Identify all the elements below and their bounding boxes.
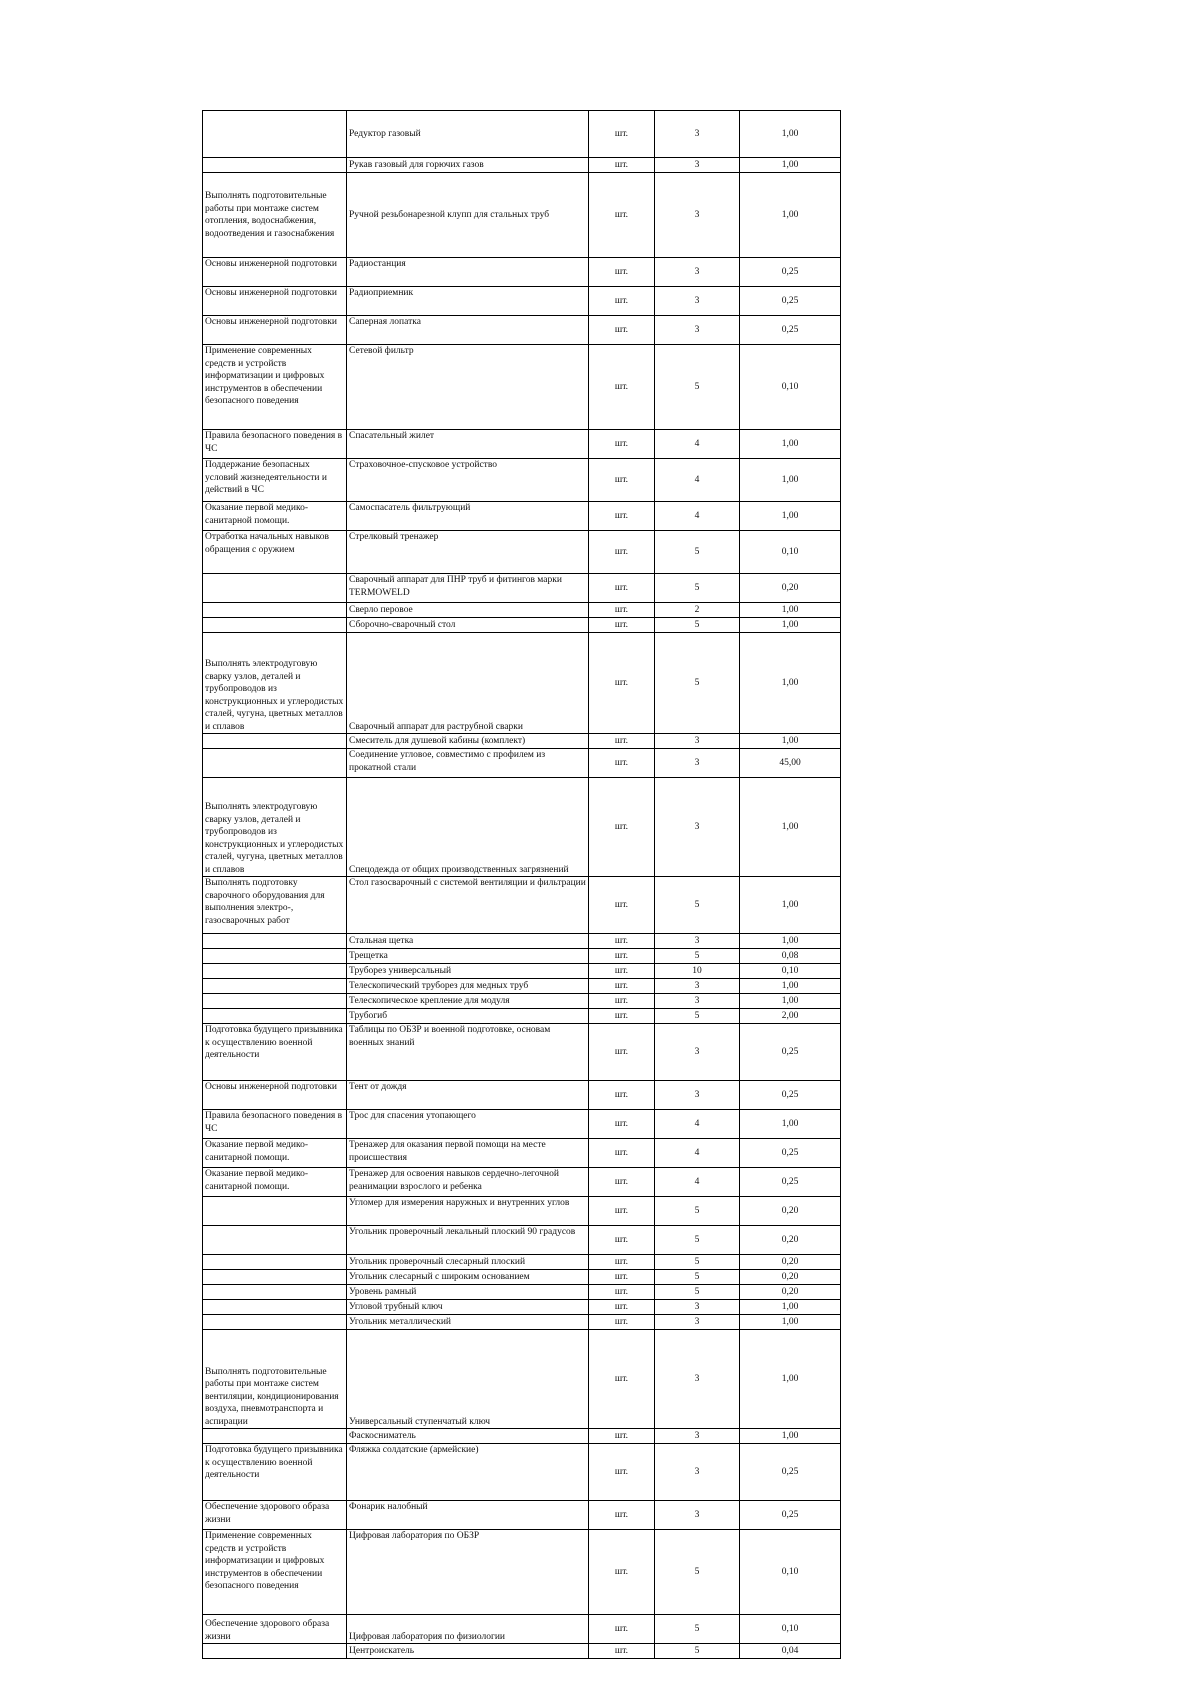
item-name-cell: Сварочный аппарат для ПНР труб и фитингов марки TERMOWELD [347,574,589,603]
activity-cell: Отработка начальных навыков обращения с оружием [203,531,347,574]
coefficient-cell: 1,00 [740,1429,841,1444]
coefficient-cell: 0,25 [740,1168,841,1197]
item-name-cell: Стрелковый тренажер [347,531,589,574]
unit-cell: шт. [589,287,655,316]
activity-cell [203,979,347,994]
unit-cell: шт. [589,1444,655,1501]
coefficient-cell: 1,00 [740,1110,841,1139]
activity-cell [203,1270,347,1285]
item-name-cell: Рукав газовый для горючих газов [347,158,589,173]
table-row [203,778,841,877]
quantity-cell: 5 [655,1615,740,1644]
item-name-cell: Трос для спасения утопающего [347,1110,589,1139]
table-row [203,1429,841,1444]
item-name-cell: Трубогиб [347,1009,589,1024]
quantity-cell: 5 [655,1285,740,1300]
quantity-cell: 4 [655,1168,740,1197]
coefficient-cell: 1,00 [740,459,841,502]
unit-cell: шт. [589,1081,655,1110]
unit-cell: шт. [589,949,655,964]
coefficient-cell: 1,00 [740,430,841,459]
quantity-cell: 2 [655,603,740,618]
coefficient-cell: 0,25 [740,258,841,287]
activity-cell: Оказание первой медико-санитарной помощи. [203,1139,347,1168]
activity-cell: Применение современных средств и устройств информатизации и цифровых инструментов в обеспечении безопасного поведения [203,345,347,430]
item-name-cell: Телескопический труборез для медных труб [347,979,589,994]
table-row [203,1330,841,1429]
coefficient-cell: 1,00 [740,618,841,633]
quantity-cell: 4 [655,459,740,502]
unit-cell: шт. [589,934,655,949]
unit-cell: шт. [589,1330,655,1429]
table-row [203,459,841,502]
coefficient-cell: 0,20 [740,1255,841,1270]
quantity-cell: 3 [655,934,740,949]
activity-cell [203,734,347,749]
table-row [203,877,841,934]
quantity-cell: 5 [655,1270,740,1285]
unit-cell: шт. [589,1226,655,1255]
unit-cell: шт. [589,994,655,1009]
item-name-cell: Угольник проверочный лекальный плоский 90 градусов [347,1226,589,1255]
unit-cell: шт. [589,430,655,459]
quantity-cell: 3 [655,1081,740,1110]
item-name-cell: Угломер для измерения наружных и внутренних углов [347,1197,589,1226]
unit-cell: шт. [589,345,655,430]
unit-cell: шт. [589,502,655,531]
coefficient-cell: 0,20 [740,1226,841,1255]
quantity-cell: 3 [655,1444,740,1501]
table-row [203,1081,841,1110]
activity-cell [203,1644,347,1659]
coefficient-cell: 0,10 [740,964,841,979]
quantity-cell: 3 [655,316,740,345]
item-name-cell: Ручной резьбонарезной клупп для стальных труб [347,173,589,258]
quantity-cell: 3 [655,158,740,173]
activity-cell [203,1226,347,1255]
unit-cell: шт. [589,158,655,173]
quantity-cell: 4 [655,502,740,531]
activity-cell [203,994,347,1009]
coefficient-cell: 1,00 [740,934,841,949]
item-name-cell: Тент от дождя [347,1081,589,1110]
equipment-table-body [203,111,841,1659]
item-name-cell: Цифровая лаборатория по физиологии [347,1615,589,1644]
quantity-cell: 3 [655,749,740,778]
activity-cell [203,749,347,778]
coefficient-cell: 1,00 [740,979,841,994]
unit-cell: шт. [589,1024,655,1081]
table-row [203,964,841,979]
coefficient-cell: 1,00 [740,111,841,158]
item-name-cell: Стол газосварочный с системой вентиляции и фильтрации [347,877,589,934]
table-row [203,979,841,994]
coefficient-cell: 0,10 [740,1530,841,1615]
activity-cell: Выполнять электродуговую сварку узлов, деталей и трубопроводов из конструкционных и углеродистых сталей, чугуна, цветных металлов и сплавов [203,633,347,734]
table-row [203,1168,841,1197]
activity-cell [203,618,347,633]
quantity-cell: 3 [655,994,740,1009]
quantity-cell: 5 [655,531,740,574]
coefficient-cell: 1,00 [740,778,841,877]
coefficient-cell: 0,04 [740,1644,841,1659]
quantity-cell: 3 [655,1315,740,1330]
quantity-cell: 3 [655,1300,740,1315]
activity-cell [203,1197,347,1226]
activity-cell: Выполнять электродуговую сварку узлов, деталей и трубопроводов из конструкционных и углеродистых сталей, чугуна, цветных металлов и сплавов [203,778,347,877]
unit-cell: шт. [589,734,655,749]
activity-cell [203,111,347,158]
quantity-cell: 5 [655,1009,740,1024]
activity-cell [203,1429,347,1444]
coefficient-cell: 0,20 [740,574,841,603]
unit-cell: шт. [589,173,655,258]
item-name-cell: Тренажер для оказания первой помощи на месте происшествия [347,1139,589,1168]
unit-cell: шт. [589,1197,655,1226]
quantity-cell: 5 [655,1197,740,1226]
table-row [203,574,841,603]
unit-cell: шт. [589,877,655,934]
table-row [203,258,841,287]
coefficient-cell: 0,10 [740,1615,841,1644]
item-name-cell: Трещетка [347,949,589,964]
activity-cell [203,1300,347,1315]
table-row [203,1270,841,1285]
quantity-cell: 3 [655,1429,740,1444]
table-row [203,287,841,316]
unit-cell: шт. [589,1644,655,1659]
activity-cell: Поддержание безопасных условий жизнедеятельности и действий в ЧС [203,459,347,502]
coefficient-cell: 1,00 [740,734,841,749]
table-row [203,1285,841,1300]
unit-cell: шт. [589,459,655,502]
unit-cell: шт. [589,1270,655,1285]
table-row [203,316,841,345]
table-row [203,1255,841,1270]
item-name-cell: Радиоприемник [347,287,589,316]
item-name-cell: Спецодежда от общих производственных загрязнений [347,778,589,877]
item-name-cell: Стальная щетка [347,934,589,949]
coefficient-cell: 0,08 [740,949,841,964]
activity-cell [203,574,347,603]
activity-cell: Обеспечение здорового образа жизни [203,1615,347,1644]
activity-cell: Подготовка будущего призывника к осуществлению военной деятельности [203,1444,347,1501]
unit-cell: шт. [589,778,655,877]
coefficient-cell: 0,25 [740,1081,841,1110]
activity-cell [203,1009,347,1024]
coefficient-cell: 0,20 [740,1270,841,1285]
table-row [203,531,841,574]
coefficient-cell: 1,00 [740,502,841,531]
activity-cell: Выполнять подготовительные работы при монтаже систем отопления, водоснабжения, водоотведения и газоснабжения [203,173,347,258]
unit-cell: шт. [589,1530,655,1615]
activity-cell [203,603,347,618]
item-name-cell: Таблицы по ОБЗР и военной подготовке, основам военных знаний [347,1024,589,1081]
unit-cell: шт. [589,964,655,979]
coefficient-cell: 45,00 [740,749,841,778]
item-name-cell: Угольник проверочный слесарный плоский [347,1255,589,1270]
quantity-cell: 5 [655,1530,740,1615]
item-name-cell: Универсальный ступенчатый ключ [347,1330,589,1429]
coefficient-cell: 2,00 [740,1009,841,1024]
item-name-cell: Сетевой фильтр [347,345,589,430]
item-name-cell: Тренажер для освоения навыков сердечно-легочной реанимации взрослого и ребенка [347,1168,589,1197]
table-row [203,633,841,734]
table-row [203,949,841,964]
unit-cell: шт. [589,1139,655,1168]
quantity-cell: 3 [655,1501,740,1530]
table-row [203,1300,841,1315]
unit-cell: шт. [589,618,655,633]
table-row [203,618,841,633]
item-name-cell: Сварочный аппарат для раструбной сварки [347,633,589,734]
coefficient-cell: 1,00 [740,877,841,934]
quantity-cell: 3 [655,258,740,287]
unit-cell: шт. [589,1255,655,1270]
quantity-cell: 3 [655,734,740,749]
coefficient-cell: 0,10 [740,531,841,574]
activity-cell: Обеспечение здорового образа жизни [203,1501,347,1530]
table-row [203,1009,841,1024]
activity-cell: Выполнять подготовку сварочного оборудования для выполнения электро-, газосварочных работ [203,877,347,934]
unit-cell: шт. [589,1501,655,1530]
item-name-cell: Смеситель для душевой кабины (комплект) [347,734,589,749]
unit-cell: шт. [589,1429,655,1444]
unit-cell: шт. [589,1300,655,1315]
equipment-table [202,110,841,1659]
coefficient-cell: 1,00 [740,633,841,734]
item-name-cell: Центроискатель [347,1644,589,1659]
coefficient-cell: 0,25 [740,1444,841,1501]
unit-cell: шт. [589,316,655,345]
quantity-cell: 5 [655,633,740,734]
item-name-cell: Сборочно-сварочный стол [347,618,589,633]
quantity-cell: 3 [655,1024,740,1081]
unit-cell: шт. [589,1009,655,1024]
activity-cell [203,1255,347,1270]
quantity-cell: 3 [655,111,740,158]
coefficient-cell: 1,00 [740,603,841,618]
quantity-cell: 5 [655,618,740,633]
activity-cell: Основы инженерной подготовки [203,258,347,287]
quantity-cell: 10 [655,964,740,979]
item-name-cell: Угловой трубный ключ [347,1300,589,1315]
table-row [203,1110,841,1139]
activity-cell [203,1315,347,1330]
quantity-cell: 5 [655,1226,740,1255]
coefficient-cell: 1,00 [740,1315,841,1330]
activity-cell: Основы инженерной подготовки [203,287,347,316]
table-row [203,1644,841,1659]
item-name-cell: Труборез универсальный [347,964,589,979]
item-name-cell: Соединение угловое, совместимо с профилем из прокатной стали [347,749,589,778]
quantity-cell: 5 [655,949,740,964]
coefficient-cell: 0,25 [740,1024,841,1081]
activity-cell: Оказание первой медико-санитарной помощи. [203,502,347,531]
quantity-cell: 5 [655,1255,740,1270]
unit-cell: шт. [589,633,655,734]
table-row [203,1139,841,1168]
item-name-cell: Телескопическое крепление для модуля [347,994,589,1009]
activity-cell [203,949,347,964]
quantity-cell: 4 [655,1110,740,1139]
unit-cell: шт. [589,574,655,603]
table-row [203,1444,841,1501]
item-name-cell: Фляжка солдатские (армейские) [347,1444,589,1501]
activity-cell: Основы инженерной подготовки [203,1081,347,1110]
table-row [203,158,841,173]
table-row [203,111,841,158]
table-row [203,603,841,618]
table-row [203,1530,841,1615]
quantity-cell: 5 [655,1644,740,1659]
table-row [203,1226,841,1255]
coefficient-cell: 0,25 [740,316,841,345]
activity-cell [203,934,347,949]
unit-cell: шт. [589,1110,655,1139]
unit-cell: шт. [589,749,655,778]
table-row [203,502,841,531]
item-name-cell: Редуктор газовый [347,111,589,158]
quantity-cell: 3 [655,778,740,877]
coefficient-cell: 1,00 [740,158,841,173]
unit-cell: шт. [589,1285,655,1300]
item-name-cell: Угольник металлический [347,1315,589,1330]
quantity-cell: 5 [655,345,740,430]
coefficient-cell: 0,20 [740,1285,841,1300]
quantity-cell: 5 [655,574,740,603]
table-row [203,994,841,1009]
activity-cell [203,964,347,979]
table-row [203,734,841,749]
table-row [203,1615,841,1644]
item-name-cell: Цифровая лаборатория по ОБЗР [347,1530,589,1615]
quantity-cell: 3 [655,287,740,316]
activity-cell: Правила безопасного поведения в ЧС [203,1110,347,1139]
coefficient-cell: 1,00 [740,173,841,258]
coefficient-cell: 0,10 [740,345,841,430]
quantity-cell: 3 [655,1330,740,1429]
coefficient-cell: 1,00 [740,994,841,1009]
unit-cell: шт. [589,1168,655,1197]
quantity-cell: 5 [655,877,740,934]
table-row [203,1501,841,1530]
activity-cell [203,1285,347,1300]
coefficient-cell: 0,25 [740,287,841,316]
item-name-cell: Сверло перовое [347,603,589,618]
item-name-cell: Саперная лопатка [347,316,589,345]
unit-cell: шт. [589,111,655,158]
table-row [203,1315,841,1330]
table-row [203,1024,841,1081]
unit-cell: шт. [589,979,655,994]
activity-cell [203,158,347,173]
table-row [203,1197,841,1226]
activity-cell: Выполнять подготовительные работы при монтаже систем вентиляции, кондиционирования воздуха, пневмотранспорта и аспирации [203,1330,347,1429]
unit-cell: шт. [589,258,655,287]
activity-cell: Оказание первой медико-санитарной помощи. [203,1168,347,1197]
quantity-cell: 4 [655,430,740,459]
activity-cell: Подготовка будущего призывника к осуществлению военной деятельности [203,1024,347,1081]
item-name-cell: Уровень рамный [347,1285,589,1300]
quantity-cell: 4 [655,1139,740,1168]
quantity-cell: 3 [655,173,740,258]
item-name-cell: Фонарик налобный [347,1501,589,1530]
item-name-cell: Радиостанция [347,258,589,287]
item-name-cell: Страховочное-спусковое устройство [347,459,589,502]
item-name-cell: Спасательный жилет [347,430,589,459]
item-name-cell: Угольник слесарный с широким основанием [347,1270,589,1285]
item-name-cell: Самоспасатель фильтрующий [347,502,589,531]
unit-cell: шт. [589,1315,655,1330]
coefficient-cell: 1,00 [740,1330,841,1429]
coefficient-cell: 0,25 [740,1501,841,1530]
quantity-cell: 3 [655,979,740,994]
activity-cell: Основы инженерной подготовки [203,316,347,345]
activity-cell: Применение современных средств и устройств информатизации и цифровых инструментов в обеспечении безопасного поведения [203,1530,347,1615]
unit-cell: шт. [589,603,655,618]
table-row [203,430,841,459]
activity-cell: Правила безопасного поведения в ЧС [203,430,347,459]
coefficient-cell: 1,00 [740,1300,841,1315]
item-name-cell: Фаскосниматель [347,1429,589,1444]
table-row [203,749,841,778]
table-row [203,934,841,949]
table-row [203,345,841,430]
coefficient-cell: 0,25 [740,1139,841,1168]
unit-cell: шт. [589,531,655,574]
table-row [203,173,841,258]
unit-cell: шт. [589,1615,655,1644]
coefficient-cell: 0,20 [740,1197,841,1226]
